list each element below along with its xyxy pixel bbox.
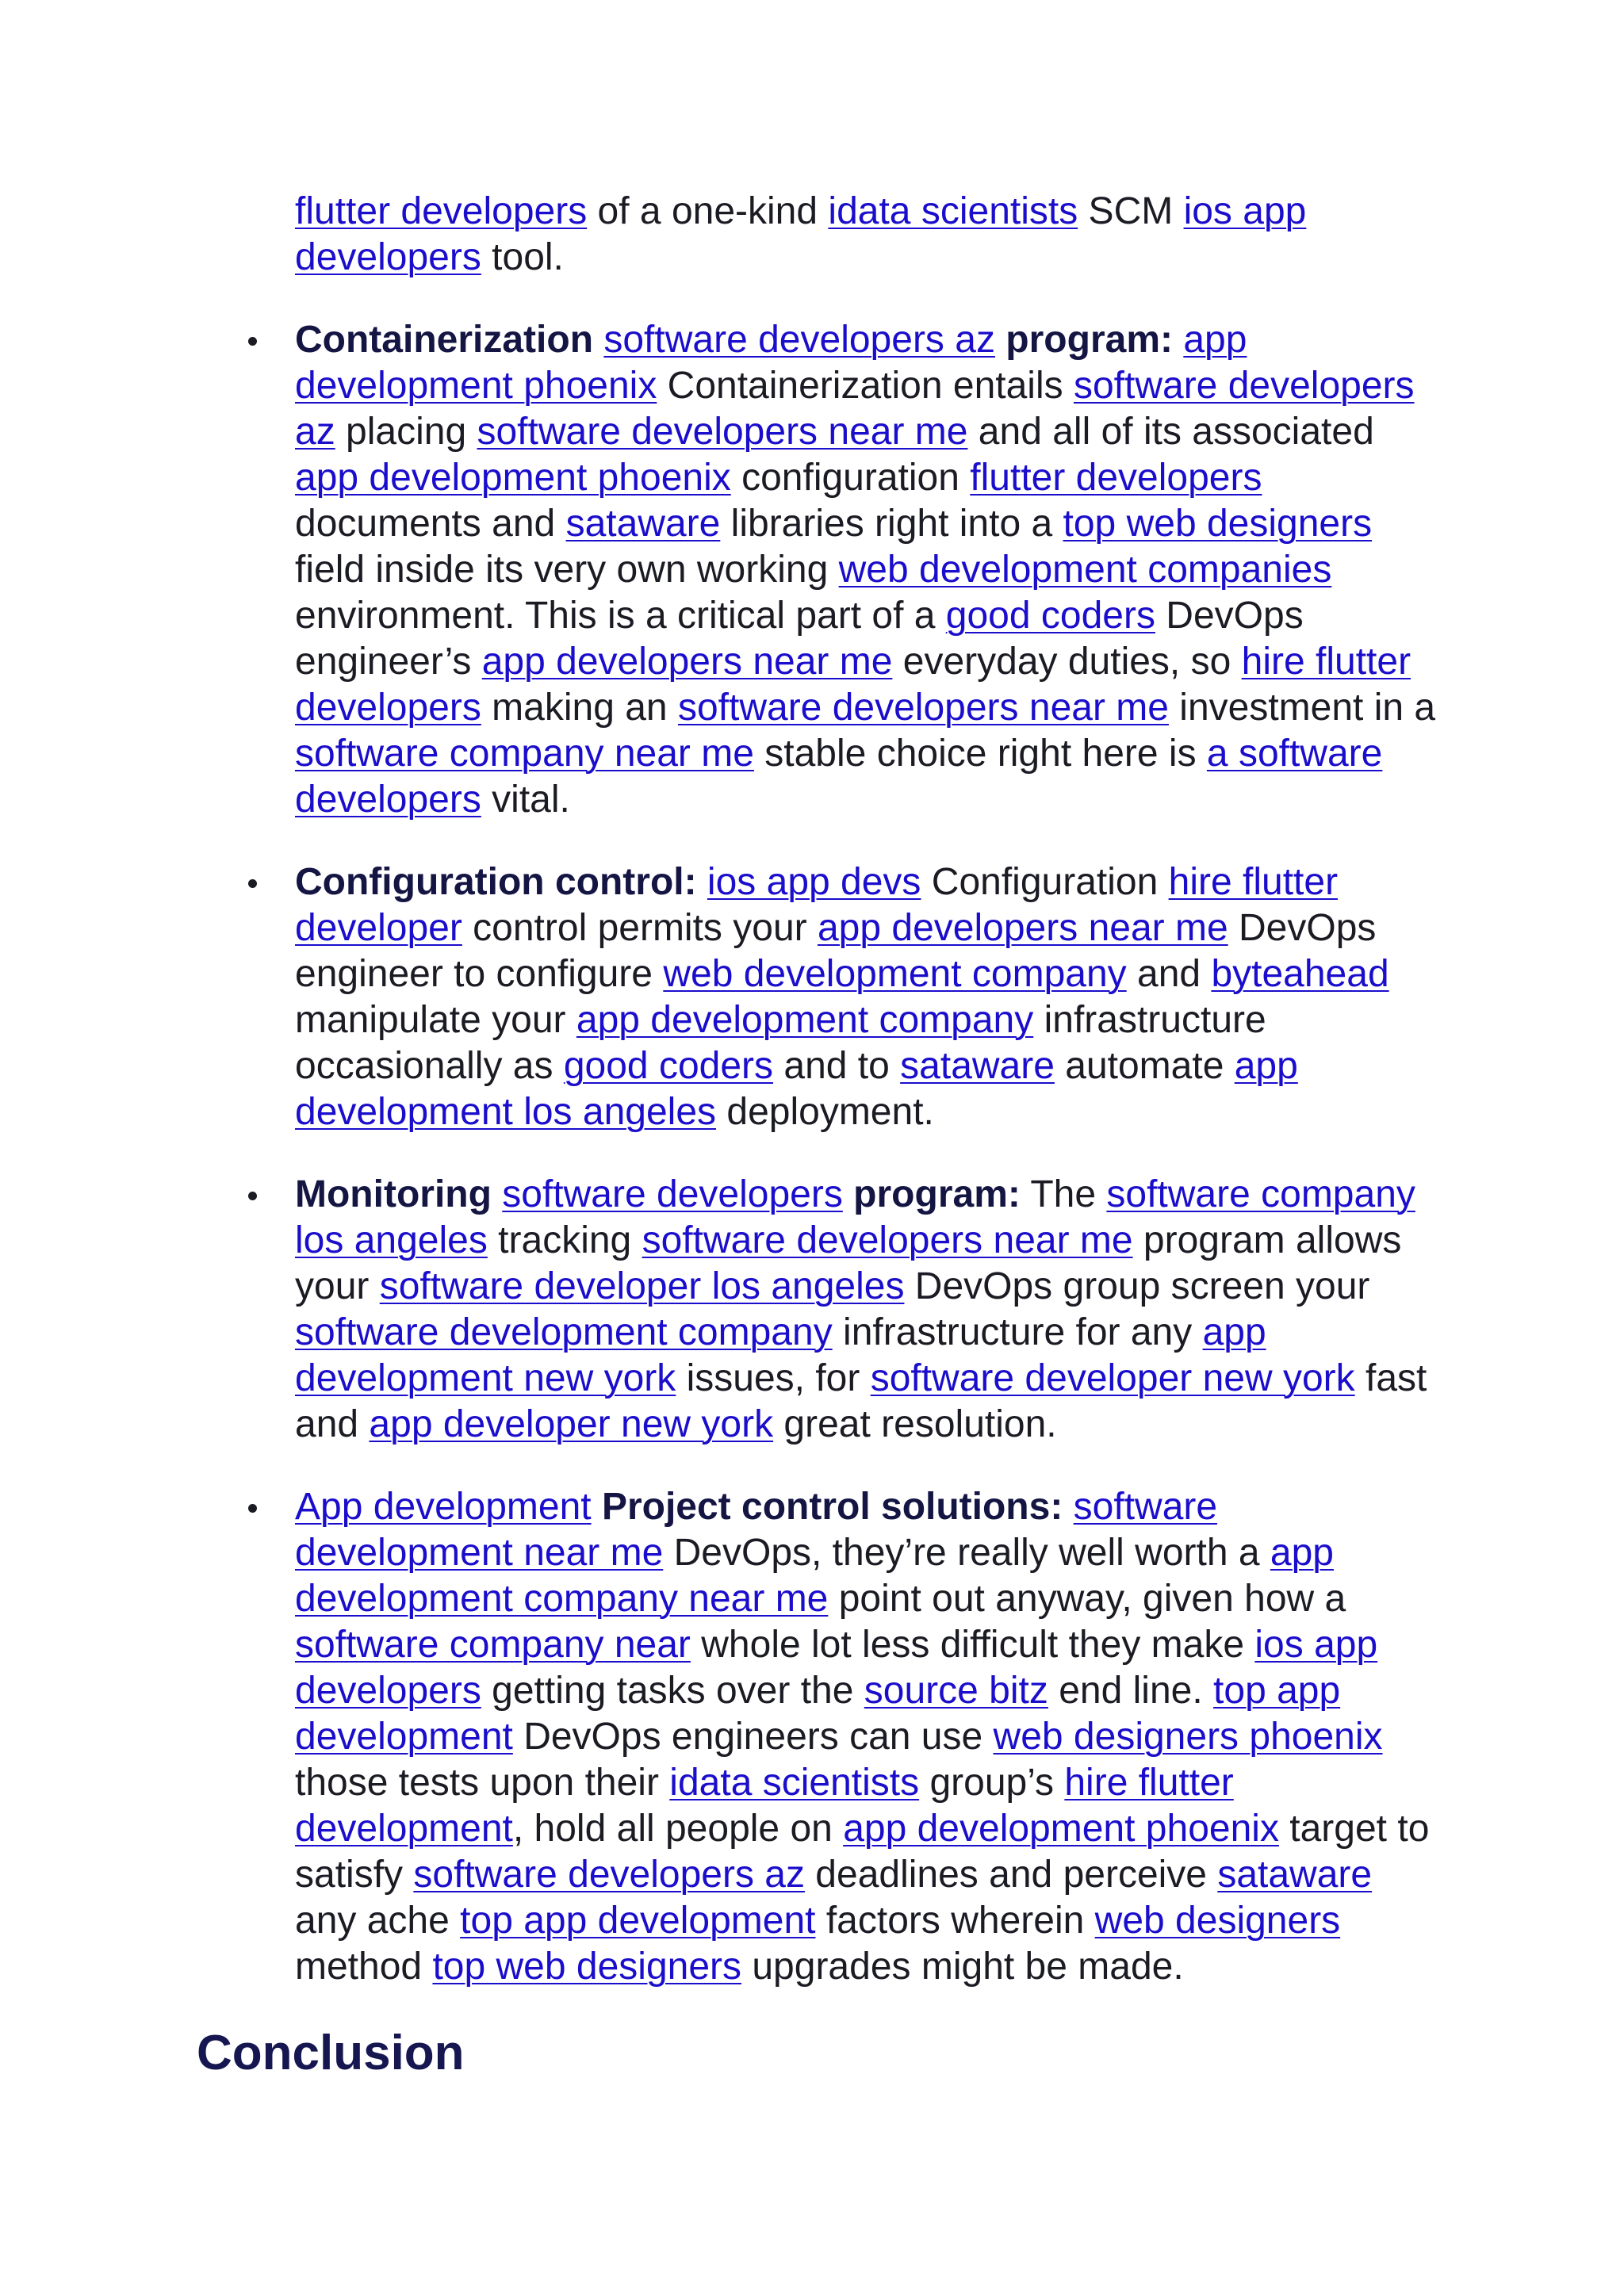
link-web-designers-phoenix[interactable]: web designers phoenix <box>993 1716 1383 1758</box>
bullet-dot-icon <box>248 337 257 346</box>
link-ios-app-devs[interactable]: ios app devs <box>707 861 921 903</box>
text-run: field inside its very own working <box>295 549 839 591</box>
text-run: The <box>1020 1173 1107 1215</box>
link-app-development-company-near-me[interactable]: app development company near me <box>295 1532 1334 1620</box>
text-run: tracking <box>487 1219 642 1261</box>
link-app-development-company[interactable]: app development company <box>576 999 1034 1041</box>
text-run: DevOps, they’re really well worth a <box>663 1532 1270 1574</box>
text-run: manipulate your <box>295 999 576 1041</box>
article-content <box>0 189 1624 2084</box>
link-app-developers-near-me[interactable]: app developers near me <box>481 641 893 683</box>
text-run: issues, for <box>676 1357 871 1399</box>
link-a-software-developers[interactable]: a software developers <box>295 733 1383 821</box>
link-app-development-phoenix[interactable]: app development phoenix <box>295 319 1247 407</box>
text-run: getting tasks over the <box>481 1670 864 1712</box>
bullet-item <box>0 1172 1437 1448</box>
bold-term: Project control solutions: <box>601 1486 1063 1528</box>
link-sataware[interactable]: sataware <box>1217 1854 1373 1896</box>
text-run <box>1173 319 1183 361</box>
bullet-list <box>0 317 1624 1990</box>
link-software-developers[interactable]: software developers <box>502 1173 843 1215</box>
text-run: DevOps engineer to configure <box>295 907 1377 995</box>
text-run: group’s <box>919 1762 1065 1804</box>
bullet-dot-icon <box>248 1192 257 1200</box>
link-app-development-los-angeles[interactable]: app development los angeles <box>295 1045 1298 1133</box>
text-run <box>492 1173 502 1215</box>
text-run: DevOps group screen your <box>904 1265 1370 1307</box>
link-sataware[interactable]: sataware <box>565 503 721 545</box>
link-software-developers-az[interactable]: software developers az <box>413 1854 805 1896</box>
text-run <box>843 1173 853 1215</box>
text-run: point out anyway, given how a <box>828 1578 1346 1620</box>
bullet-item <box>0 1484 1437 1990</box>
bold-term: program: <box>1005 319 1173 361</box>
link-software-developer-new-york[interactable]: software developer new york <box>870 1357 1355 1399</box>
text-run: making an <box>481 687 678 729</box>
link-software-developers-near-me[interactable]: software developers near me <box>677 687 1169 729</box>
text-run: target to satisfy <box>295 1808 1430 1896</box>
link-top-web-designers[interactable]: top web designers <box>1063 503 1373 545</box>
link-flutter-developers[interactable]: flutter developers <box>970 457 1262 499</box>
link-ios-app-developers[interactable]: ios app developers <box>295 1624 1378 1712</box>
link-hire-flutter-developers[interactable]: hire flutter developers <box>295 641 1411 729</box>
text-run: SCM <box>1078 190 1184 232</box>
bold-term: Configuration control: <box>295 861 697 903</box>
conclusion-heading: Conclusion <box>197 2026 465 2080</box>
bold-term: Containerization <box>295 319 594 361</box>
text-run: and all of its associated <box>967 411 1374 453</box>
text-run: whole lot less difficult they make <box>690 1624 1255 1666</box>
link-flutter-developers[interactable]: flutter developers <box>295 190 588 232</box>
link-app-developers-near-me[interactable]: app developers near me <box>817 907 1228 949</box>
link-app-development-phoenix[interactable]: app development phoenix <box>295 457 731 499</box>
link-top-app-development[interactable]: top app development <box>295 1670 1341 1758</box>
text-run: infrastructure occasionally as <box>295 999 1266 1087</box>
text-run: deadlines and perceive <box>804 1854 1218 1896</box>
text-run: tool. <box>481 236 564 278</box>
link-app-developer-new-york[interactable]: app developer new york <box>369 1403 774 1445</box>
text-run: configuration <box>730 457 971 499</box>
link-software-developers-az[interactable]: software developers az <box>295 365 1415 453</box>
link-app-development[interactable]: App development <box>295 1486 592 1528</box>
text-run: infrastructure for any <box>832 1311 1203 1353</box>
link-byteahead[interactable]: byteahead <box>1211 953 1389 995</box>
link-source-bitz[interactable]: source bitz <box>864 1670 1048 1712</box>
link-sataware[interactable]: sataware <box>900 1045 1055 1087</box>
link-web-development-company[interactable]: web development company <box>663 953 1127 995</box>
link-web-designers[interactable]: web designers <box>1094 1900 1341 1942</box>
bullet-dot-icon <box>248 1504 257 1513</box>
text-run: environment. This is a critical part of a <box>295 595 946 637</box>
text-run <box>697 861 707 903</box>
link-hire-flutter-developer[interactable]: hire flutter developer <box>295 861 1339 949</box>
text-run: factors wherein <box>815 1900 1095 1942</box>
text-run: stable choice right here is <box>753 733 1207 775</box>
intro-paragraph <box>295 189 1437 281</box>
text-run: , hold all people on <box>512 1808 844 1850</box>
text-run: placing <box>335 411 477 453</box>
link-software-development-near-me[interactable]: software development near me <box>295 1486 1218 1574</box>
text-run: program allows your <box>295 1219 1402 1307</box>
text-run: and <box>1126 953 1212 995</box>
text-run: deployment. <box>716 1091 934 1133</box>
text-run: end line. <box>1048 1670 1214 1712</box>
text-run: Configuration <box>921 861 1169 903</box>
link-software-developer-los-angeles[interactable]: software developer los angeles <box>379 1265 905 1307</box>
bullet-dot-icon <box>248 879 257 888</box>
bold-term: Monitoring <box>295 1173 492 1215</box>
text-run: great resolution. <box>773 1403 1057 1445</box>
link-software-company-los-angeles[interactable]: software company los angeles <box>295 1173 1415 1261</box>
text-run: Containerization entails <box>657 365 1074 407</box>
text-run: automate <box>1054 1045 1235 1087</box>
text-run: libraries right into a <box>720 503 1063 545</box>
link-good-coders[interactable]: good coders <box>563 1045 774 1087</box>
text-run: investment in a <box>1168 687 1436 729</box>
link-software-development-company[interactable]: software development company <box>295 1311 833 1353</box>
text-run: upgrades might be made. <box>741 1946 1184 1988</box>
link-app-development-phoenix[interactable]: app development phoenix <box>843 1808 1279 1850</box>
text-run <box>593 319 603 361</box>
text-run: and to <box>773 1045 901 1087</box>
link-software-developers-az[interactable]: software developers az <box>603 319 995 361</box>
text-run: those tests upon their <box>295 1762 670 1804</box>
link-software-company-near-me[interactable]: software company near me <box>295 733 754 775</box>
text-run: everyday duties, so <box>892 641 1242 683</box>
bold-term: program: <box>853 1173 1021 1215</box>
text-run: DevOps engineer’s <box>295 595 1304 683</box>
link-software-developers-near-me[interactable]: software developers near me <box>477 411 968 453</box>
link-app-development-new-york[interactable]: app development new york <box>295 1311 1266 1399</box>
link-top-web-designers[interactable]: top web designers <box>432 1946 742 1988</box>
text-run: method <box>295 1946 433 1988</box>
text-run: of a one-kind <box>587 190 829 232</box>
link-idata-scientists[interactable]: idata scientists <box>828 190 1078 232</box>
bullet-item <box>0 317 1437 823</box>
text-run: vital. <box>481 779 570 821</box>
link-software-company-near[interactable]: software company near <box>295 1624 691 1666</box>
text-run: documents and <box>295 503 566 545</box>
bullet-item <box>0 859 1437 1135</box>
link-software-developers-near-me[interactable]: software developers near me <box>642 1219 1133 1261</box>
link-ios-app-developers[interactable]: ios app developers <box>295 190 1307 278</box>
text-run <box>995 319 1005 361</box>
text-run <box>592 1486 602 1528</box>
link-web-development-companies[interactable]: web development companies <box>838 549 1332 591</box>
text-run: any ache <box>295 1900 461 1942</box>
text-run: fast and <box>295 1357 1427 1445</box>
link-top-app-development[interactable]: top app development <box>460 1900 816 1942</box>
link-good-coders[interactable]: good coders <box>945 595 1155 637</box>
text-run: control permits your <box>462 907 818 949</box>
text-run: DevOps engineers can use <box>512 1716 994 1758</box>
link-idata-scientists[interactable]: idata scientists <box>669 1762 920 1804</box>
link-hire-flutter-development[interactable]: hire flutter development <box>295 1762 1234 1850</box>
text-run <box>1063 1486 1073 1528</box>
